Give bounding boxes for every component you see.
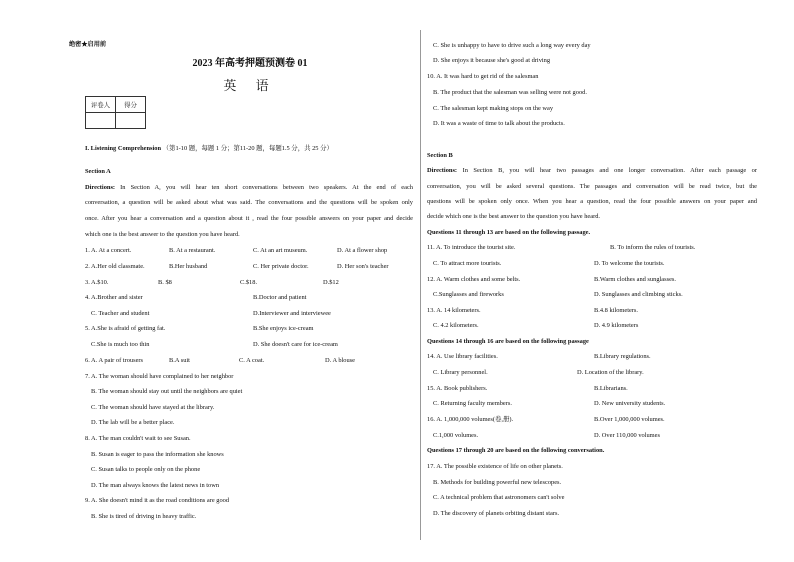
- q11-option-b: B. To inform the rules of tourists.: [610, 244, 696, 251]
- part1-heading: [85, 145, 333, 153]
- directions-label: Directions:: [85, 184, 116, 191]
- q10-option-a: 10. A. It was hard to get rid of the salesman: [427, 73, 539, 80]
- q9-option-c: C. She is unhappy to have to drive such a long way every day: [433, 42, 591, 49]
- section-b-title: Section B: [427, 152, 453, 159]
- q17-option-c: C. A technical problem that astronomers can't solve: [433, 494, 565, 501]
- q7-option-b: B. The woman should stay out until the neighbors are quiet: [91, 388, 243, 395]
- q7-option-c: C. The woman should have stayed at the library.: [91, 404, 215, 411]
- section-b-directions-text: In Section B, you will hear two passages and one longer conversation. After each passage or: [462, 167, 757, 174]
- part1-heading-note: （第1-10 题，每题 1 分；第11-20 题，每题1.5 分，共 25 分）: [162, 145, 333, 152]
- q6-option-b: B.A suit: [169, 357, 190, 364]
- q17-option-a: 17. A. The possible existence of life on other planets.: [427, 463, 563, 470]
- q5-option-d: D. She doesn't care for ice-cream: [253, 341, 338, 348]
- exam-title: 2023 年高考押题预测卷 01: [192, 58, 308, 69]
- section-a-title: Section A: [85, 168, 111, 175]
- q13-option-a: 13. A. 14 kilometers.: [427, 307, 481, 314]
- q12-option-a: 12. A. Warm clothes and some belts.: [427, 276, 521, 283]
- grader-label: 评卷人: [86, 97, 116, 113]
- section-b-directions-line3: questions will be spoken only once. When you hear a question, read the four possible answers on your paper and: [427, 198, 757, 205]
- q16-option-a: 16. A. 1,000,000 volumes(卷,册).: [427, 416, 514, 423]
- q3-option-b: B. $8: [158, 279, 172, 286]
- q14-option-d: D. Location of the library.: [577, 369, 644, 376]
- q1-option-d: D. At a flower shop: [337, 247, 388, 254]
- q2-option-d: D. Her son's teacher: [337, 263, 389, 270]
- secret-mark: 绝密★启用前: [69, 41, 107, 48]
- q8-option-b: B. Susan is eager to pass the information she knows: [91, 451, 224, 458]
- section-a-directions-line1: [85, 184, 413, 192]
- q12-option-b: B.Warm clothes and sunglasses.: [594, 276, 677, 283]
- grader-cell: [86, 113, 116, 129]
- q10-option-d: D. It was a waste of time to talk about the products.: [433, 120, 565, 127]
- question-group-11-13: Questions 11 through 13 are based on the following passage.: [427, 229, 591, 236]
- q12-option-c: C.Sunglasses and fireworks: [433, 291, 504, 298]
- q11-option-d: D. To welcome the tourists.: [594, 260, 665, 267]
- q15-option-a: 15. A. Book publishers.: [427, 385, 488, 392]
- score-label: 得分: [116, 97, 146, 113]
- q5-option-a: 5. A.She is afraid of getting fat.: [85, 325, 166, 332]
- q9-option-b: B. She is tired of driving in heavy traffic.: [91, 513, 197, 520]
- q13-option-d: D. 4.9 kilometers: [594, 322, 639, 329]
- q9-option-a: 9. A. She doesn't mind it as the road conditions are good: [85, 497, 230, 504]
- section-a-directions-line4: which one is the best answer to the question you have heard.: [85, 231, 240, 238]
- question-group-14-16: Questions 14 through 16 are based on the following passage: [427, 338, 589, 345]
- q3-option-c: C.$18.: [240, 279, 258, 286]
- score-table: [85, 96, 146, 129]
- q16-option-b: B.Over 1,000,000 volumes.: [594, 416, 665, 423]
- q15-option-c: C. Returning faculty members.: [433, 400, 512, 407]
- part1-heading-text: I. Listening Comprehension: [85, 145, 162, 152]
- q2-option-b: B.Her husband: [169, 263, 208, 270]
- q2-option-a: 2. A.Her old classmate.: [85, 263, 145, 270]
- score-cell: [116, 113, 146, 129]
- q9-option-d: D. She enjoys it because she's good at driving: [433, 57, 551, 64]
- q3-option-a: 3. A.$10.: [85, 279, 109, 286]
- q7-option-d: D. The lab will be a better place.: [91, 419, 175, 426]
- q6-option-c: C. A coat.: [239, 357, 265, 364]
- section-a-directions-line3: once. After you hear a conversation and a question about it , read the four possible answers on your paper and decide: [85, 215, 413, 222]
- q12-option-d: D. Sunglasses and climbing sticks.: [594, 291, 683, 298]
- section-b-directions-line1: [427, 167, 757, 175]
- q1-option-b: B. At a restaurant.: [169, 247, 216, 254]
- q8-option-c: C. Susan talks to people only on the phone: [91, 466, 201, 473]
- q8-option-a: 8. A. The man couldn't wait to see Susan.: [85, 435, 191, 442]
- q5-option-c: C.She is much too thin: [91, 341, 150, 348]
- q17-option-b: B. Methods for building powerful new telescopes.: [433, 479, 562, 486]
- q7-option-a: 7. A. The woman should have complained to her neighbor: [85, 373, 234, 380]
- q10-option-c: C. The salesman kept making stops on the way: [433, 105, 554, 112]
- q16-option-c: C.1,000 volumes.: [433, 432, 479, 439]
- q14-option-a: 14. A. Use library facilities.: [427, 353, 498, 360]
- q10-option-b: B. The product that the salesman was selling were not good.: [433, 89, 587, 96]
- section-a-directions-line2: conversation, a question will be asked about what was said. The conversations and the questions will be spoken only: [85, 199, 413, 206]
- q16-option-d: D. Over 110,000 volumes: [594, 432, 660, 439]
- q14-option-c: C. Library personnel.: [433, 369, 488, 376]
- q2-option-c: C. Her private doctor.: [253, 263, 309, 270]
- q11-option-a: 11. A. To introduce the tourist site.: [427, 244, 516, 251]
- q1-option-a: 1. A. At a concert.: [85, 247, 132, 254]
- q5-option-b: B.She enjoys ice-cream: [253, 325, 314, 332]
- q1-option-c: C. At an art museum.: [253, 247, 308, 254]
- q14-option-b: B.Library regulations.: [594, 353, 651, 360]
- q15-option-d: D. New university students.: [594, 400, 666, 407]
- column-divider: [420, 30, 421, 540]
- directions-text: In Section A, you will hear ten short conversations between two speakers. At the end of each: [120, 184, 413, 191]
- q6-option-d: D. A blouse: [325, 357, 356, 364]
- q3-option-d: D.$12: [323, 279, 339, 286]
- q15-option-b: B.Librarians.: [594, 385, 628, 392]
- q8-option-d: D. The man always knows the latest news in town: [91, 482, 220, 489]
- q17-option-d: D. The discovery of planets orbiting distant stars.: [433, 510, 560, 517]
- section-b-directions-line2: conversation, you will be asked several questions. The passages and conversation will be read twice, but the: [427, 183, 757, 190]
- q4-option-a: 4. A.Brother and sister: [85, 294, 143, 301]
- section-b-directions-label: Directions:: [427, 167, 458, 174]
- q13-option-b: B.4.8 kilometers.: [594, 307, 639, 314]
- q4-option-d: D.Interviewer and interviewee: [253, 310, 331, 317]
- q4-option-b: B.Doctor and patient: [253, 294, 307, 301]
- q11-option-c: C. To attract more tourists.: [433, 260, 502, 267]
- q13-option-c: C. 4.2 kilometers.: [433, 322, 479, 329]
- subject-title: 英 语: [223, 78, 277, 93]
- q6-option-a: 6. A. A pair of trousers: [85, 357, 144, 364]
- q4-option-c: C. Teacher and student: [91, 310, 150, 317]
- question-group-17-20: Questions 17 through 20 are based on the following conversation.: [427, 447, 605, 454]
- section-b-directions-line4: decide which one is the best answer to the question you have heard.: [427, 213, 601, 220]
